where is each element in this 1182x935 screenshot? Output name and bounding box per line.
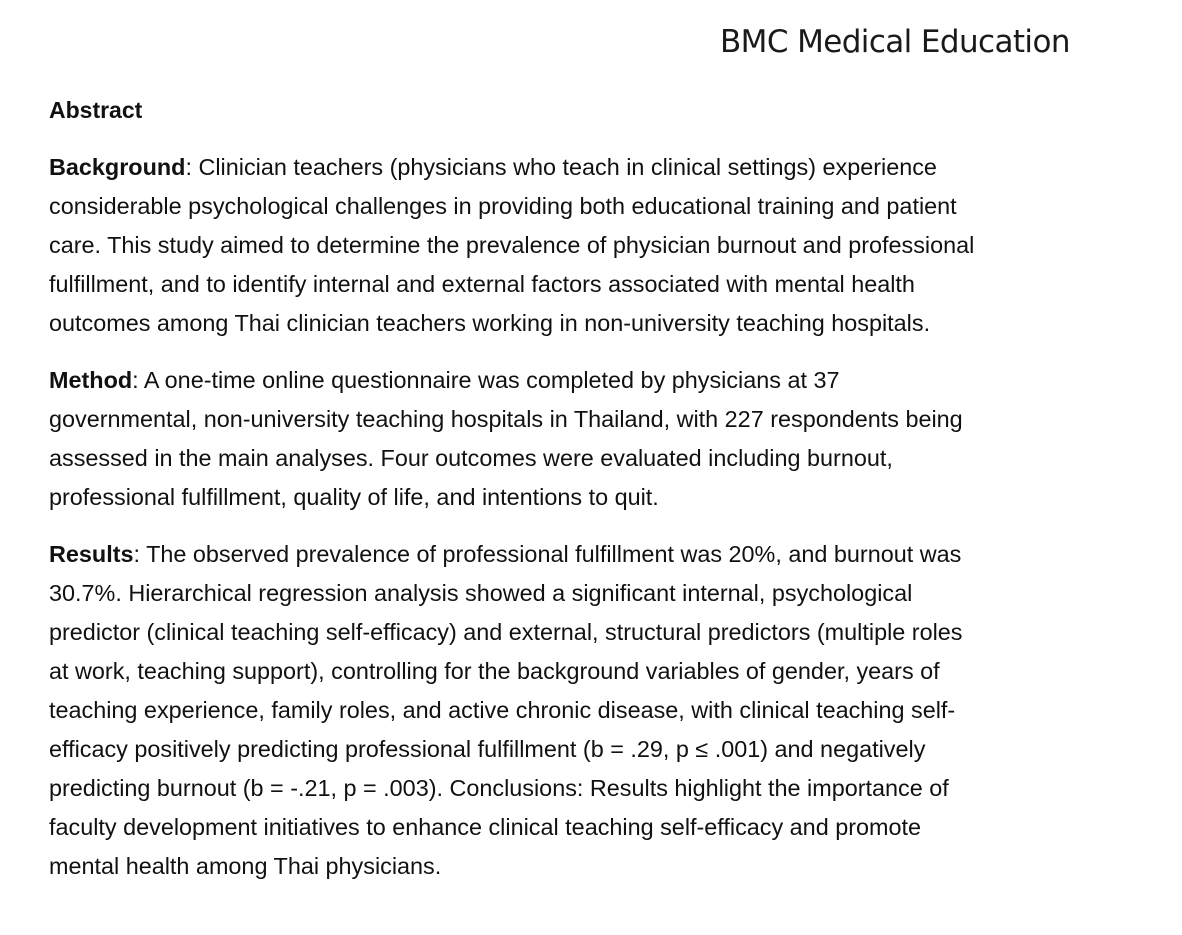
background-label: Background (49, 154, 186, 180)
abstract-body (49, 94, 1134, 904)
results-line-6: predicting burnout (b = -.21, p = .003). Conclusions: Results highlight the importance of (49, 775, 949, 801)
method-line-3: professional fulfillment, quality of life, and intentions to quit. (49, 484, 659, 510)
background-line-1: considerable psychological challenges in providing both educational training and patient (49, 193, 957, 219)
results-paragraph (49, 535, 1134, 886)
abstract-heading: Abstract (49, 97, 143, 123)
background-line-4: outcomes among Thai clinician teachers working in non-university teaching hospitals. (49, 310, 931, 336)
background-line-2: care. This study aimed to determine the prevalence of physician burnout and professional (49, 232, 975, 258)
results-line-4: teaching experience, family roles, and active chronic disease, with clinical teaching self- (49, 697, 956, 723)
method-line-2: assessed in the main analyses. Four outcomes were evaluated including burnout, (49, 445, 893, 471)
results-line-0 (49, 535, 1134, 574)
results-line-8: mental health among Thai physicians. (49, 853, 442, 879)
results-line-1: 30.7%. Hierarchical regression analysis showed a significant internal, psychological (49, 580, 913, 606)
background-line-3: fulfillment, and to identify internal and external factors associated with mental health (49, 271, 915, 297)
background-line-0 (49, 148, 1134, 187)
background-text-0: : Clinician teachers (physicians who teach in clinical settings) experience (185, 154, 937, 180)
background-paragraph (49, 148, 1134, 343)
method-label: Method (49, 367, 133, 393)
results-label: Results (49, 541, 134, 567)
results-line-3: at work, teaching support), controlling for the background variables of gender, years of (49, 658, 940, 684)
results-line-5: efficacy positively predicting professional fulfillment (b = .29, p ≤ .001) and negatively (49, 736, 926, 762)
method-text-0: : A one-time online questionnaire was completed by physicians at 37 (132, 367, 840, 393)
method-line-0 (49, 361, 1134, 400)
results-line-7: faculty development initiatives to enhance clinical teaching self-efficacy and promote (49, 814, 922, 840)
method-paragraph (49, 361, 1134, 517)
journal-name: BMC Medical Education (720, 24, 1070, 60)
results-line-2: predictor (clinical teaching self-efficacy) and external, structural predictors (multiple roles (49, 619, 963, 645)
results-text-0: : The observed prevalence of professional fulfillment was 20%, and burnout was (133, 541, 962, 567)
method-line-1: governmental, non-university teaching hospitals in Thailand, with 227 respondents being (49, 406, 963, 432)
